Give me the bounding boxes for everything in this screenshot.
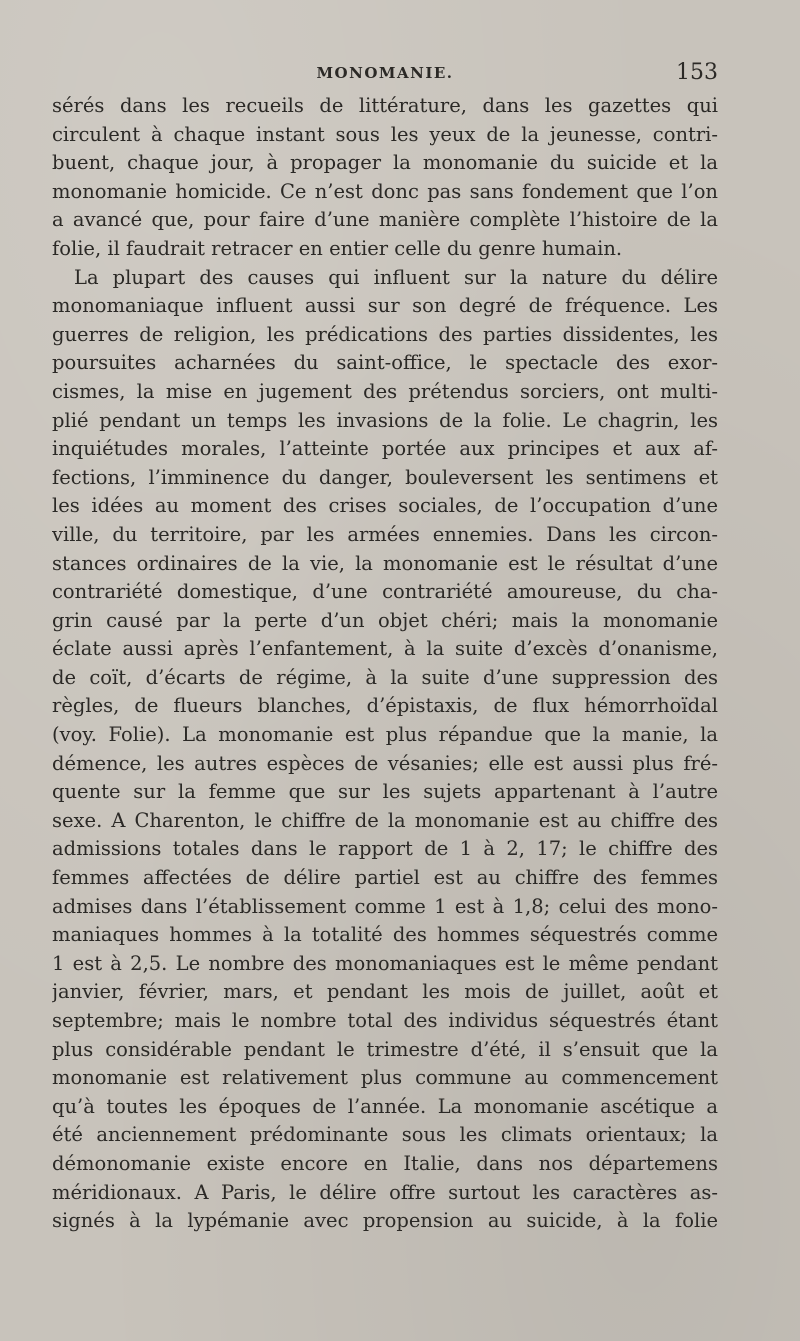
text-line: les idées au moment des crises sociales, de l’occupation d’une — [52, 494, 718, 518]
text-line: monomanie homicide. Ce n’est donc pas sans fondement que l’on — [52, 179, 718, 203]
text-line: sexe. A Charenton, le chiffre de la monomanie est au chiffre des — [52, 808, 718, 832]
text-line: monomaniaque influent aussi sur son degré de fréquence. Les — [52, 294, 718, 318]
text-line: (voy. Folie). La monomanie est plus répandue que la manie, la — [52, 723, 718, 747]
text-line: sérés dans les recueils de littérature, dans les gazettes qui — [52, 94, 718, 117]
text-line: poursuites acharnées du saint-office, le spectacle des exor- — [52, 351, 718, 375]
text-line: démence, les autres espèces de vésanies; elle est aussi plus fré- — [52, 751, 718, 775]
text-line: quente sur la femme que sur les sujets appartenant à l’autre — [52, 780, 718, 804]
text-line: fections, l’imminence du danger, bouleversent les sentimens et — [52, 465, 718, 489]
text-line: admissions totales dans le rapport de 1 à 2, 17; le chiffre des — [52, 837, 718, 861]
text-line: circulent à chaque instant sous les yeux de la jeunesse, contri- — [52, 122, 718, 146]
text-line: cismes, la mise en jugement des prétendus sorciers, ont multi- — [52, 379, 718, 403]
text-line: La plupart des causes qui influent sur la nature du délire — [74, 265, 718, 289]
text-line: monomanie est relativement plus commune au commencement — [52, 1066, 718, 1090]
text-line: a avancé que, pour faire d’une manière complète l’histoire de la — [52, 208, 718, 232]
text-line: folie, il faudrait retracer en entier celle du genre humain. — [52, 236, 623, 260]
text-line: septembre; mais le nombre total des individus séquestrés étant — [52, 1009, 718, 1032]
text-line: démonomanie existe encore en Italie, dans nos départemens — [52, 1151, 718, 1175]
text-line: 1 est à 2,5. Le nombre des monomaniaques est le même pendant — [52, 951, 718, 975]
text-line: janvier, février, mars, et pendant les mois de juillet, août et — [52, 980, 718, 1004]
page-number: 153 — [676, 60, 718, 85]
text-line: plié pendant un temps les invasions de la folie. Le chagrin, les — [52, 408, 718, 432]
text-line: contrariété domestique, d’une contrariété amoureuse, du cha- — [52, 580, 718, 604]
text-line: maniaques hommes à la totalité des hommes séquestrés comme — [52, 923, 718, 947]
text-line: femmes affectées de délire partiel est au chiffre des femmes — [52, 866, 718, 890]
text-line: règles, de flueurs blanches, d’épistaxis, de flux hémorrhoïdal — [52, 694, 718, 718]
text-line: guerres de religion, les prédications des parties dissidentes, les — [52, 322, 718, 346]
text-line: admises dans l’établissement comme 1 est à 1,8; celui des mono- — [52, 894, 718, 918]
text-line: inquiétudes morales, l’atteinte portée aux principes et aux af- — [52, 437, 718, 461]
text-line: qu’à toutes les époques de l’année. La monomanie ascétique a — [52, 1094, 718, 1118]
text-line: buent, chaque jour, à propager la monomanie du suicide et la — [52, 151, 718, 175]
text-line: plus considérable pendant le trimestre d’été, il s’ensuit que la — [52, 1037, 718, 1061]
running-head — [52, 60, 718, 90]
text-line: grin causé par la perte d’un objet chéri; mais la monomanie — [52, 608, 718, 632]
body-text — [52, 92, 718, 1236]
running-title: MONOMANIE. — [316, 64, 454, 82]
text-line: signés à la lypémanie avec propension au suicide, à la folie — [52, 1209, 718, 1233]
text-line: méridionaux. A Paris, le délire offre surtout les caractères as- — [52, 1180, 718, 1204]
text-line: éclate aussi après l’enfantement, à la suite d’excès d’onanisme, — [52, 637, 718, 661]
text-line: stances ordinaires de la vie, la monomanie est le résultat d’une — [52, 551, 718, 575]
text-line: de coït, d’écarts de régime, à la suite d’une suppression des — [52, 665, 718, 689]
text-line: été anciennement prédominante sous les climats orientaux; la — [52, 1123, 718, 1147]
text-line: ville, du territoire, par les armées ennemies. Dans les circon- — [52, 522, 718, 546]
